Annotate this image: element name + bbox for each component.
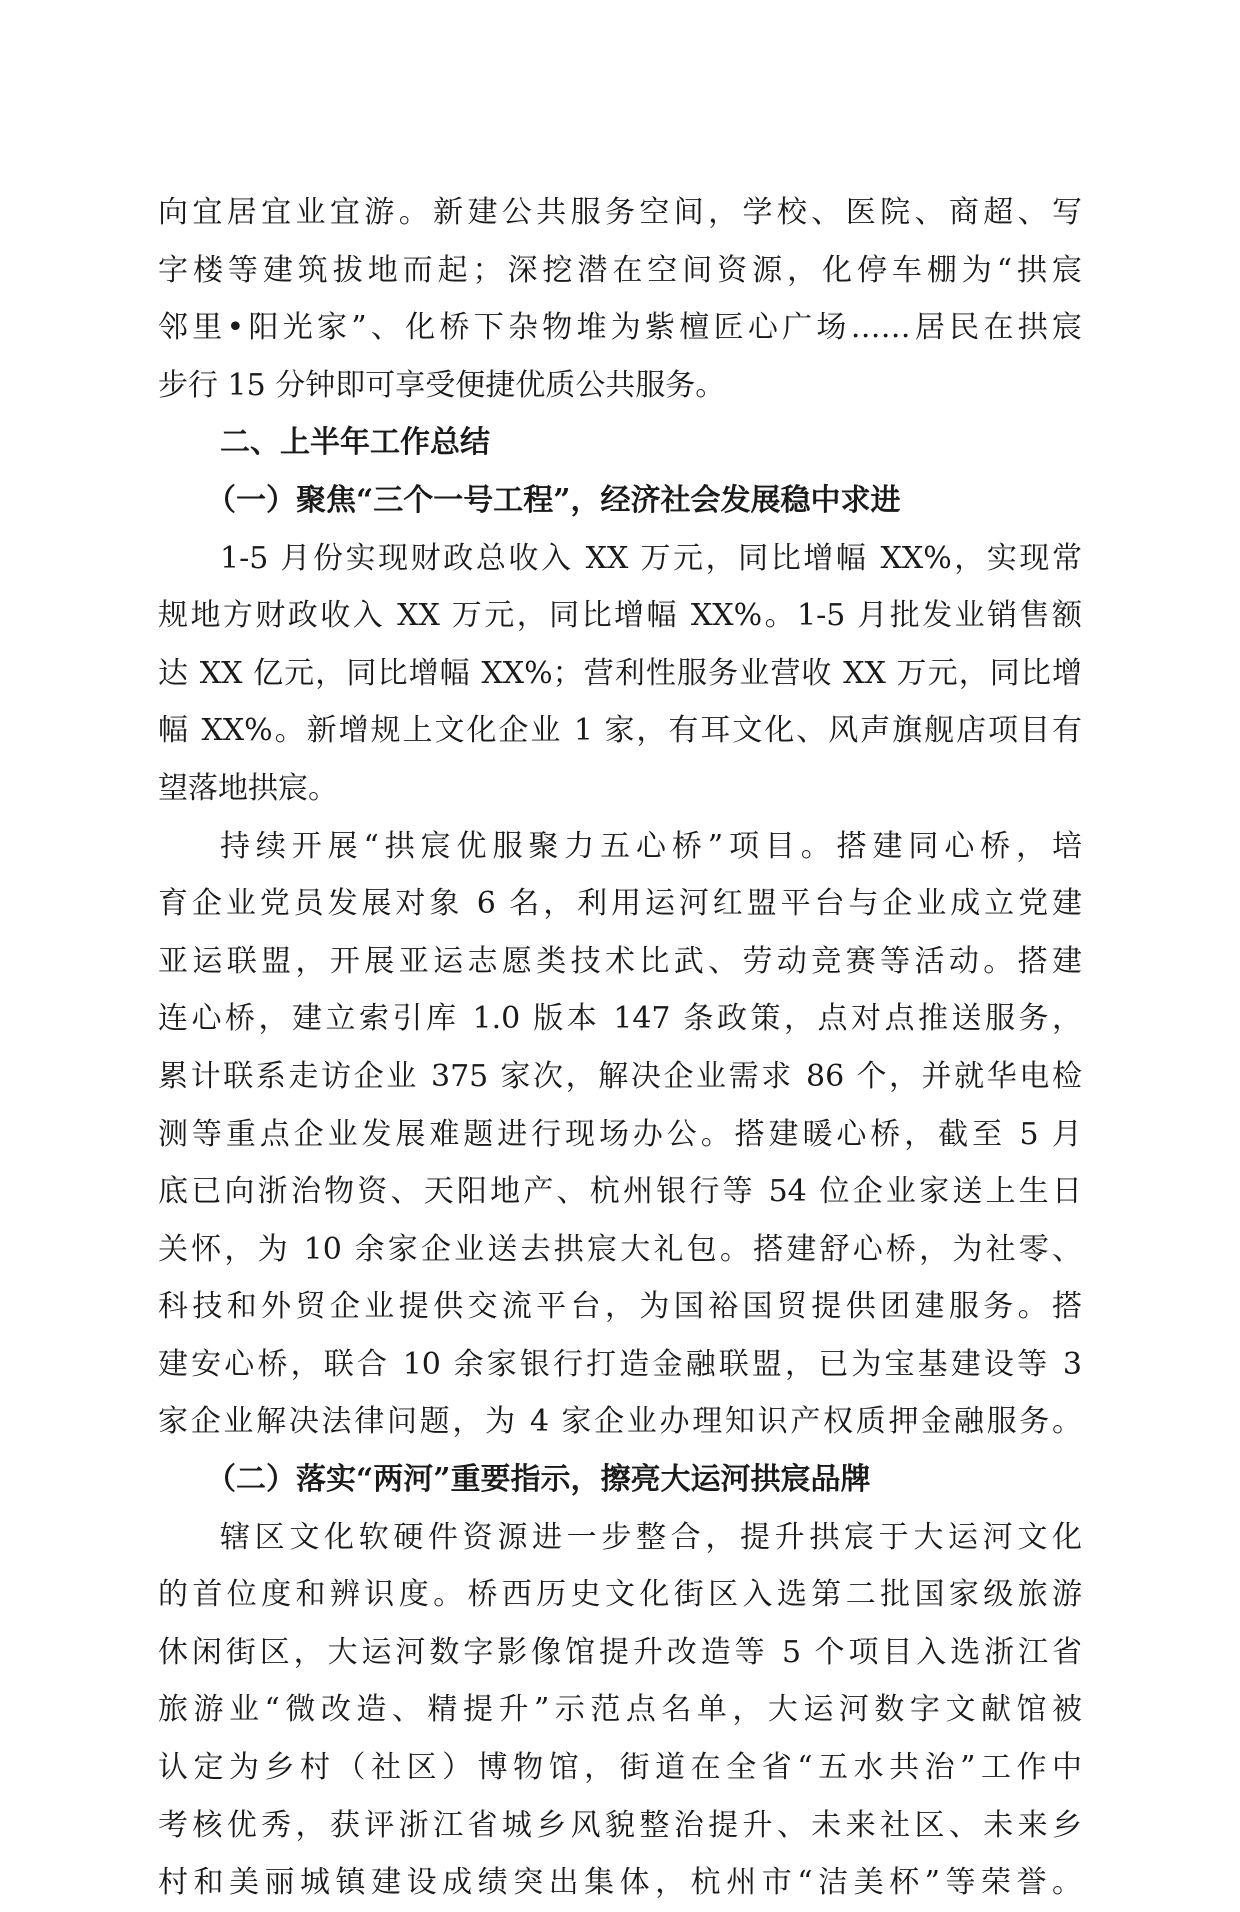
section-heading: 二、上半年工作总结 <box>220 425 490 461</box>
body-line: 字楼等建筑拔地而起；深挖潜在空间资源，化停车棚为“拱宸 <box>158 252 1082 288</box>
subsection-heading: （一）聚焦“三个一号工程”，经济社会发展稳中求进 <box>206 482 901 518</box>
body-line: 邻里•阳光家”、化桥下杂物堆为紫檀匠心广场……居民在拱宸 <box>158 310 1082 346</box>
body-line: 考核优秀，获评浙江省城乡风貌整治提升、未来社区、未来乡 <box>158 1807 1082 1843</box>
body-line: 辖区文化软硬件资源进一步整合，提升拱宸于大运河文化 <box>220 1519 1082 1555</box>
body-line: 亚运联盟，开展亚运志愿类技术比武、劳动竞赛等活动。搭建 <box>158 943 1082 979</box>
body-line: 达 XX 亿元，同比增幅 XX%；营利性服务业营收 XX 万元，同比增 <box>158 655 1082 691</box>
body-line: 幅 XX%。新增规上文化企业 1 家，有耳文化、风声旗舰店项目有 <box>158 713 1082 749</box>
body-line: 连心桥，建立索引库 1.0 版本 147 条政策，点对点推送服务， <box>158 1001 1082 1037</box>
body-line: 村和美丽城镇建设成绩突出集体，杭州市“洁美杯”等荣誉。 <box>158 1865 1082 1901</box>
body-line: 累计联系走访企业 375 家次，解决企业需求 86 个，并就华电检 <box>158 1058 1082 1094</box>
body-line: 向宜居宜业宜游。新建公共服务空间，学校、医院、商超、写 <box>158 195 1082 230</box>
body-line: 休闲街区，大运河数字影像馆提升改造等 5 个项目入选浙江省 <box>158 1634 1082 1670</box>
body-line: 底已向浙治物资、天阳地产、杭州银行等 54 位企业家送上生日 <box>158 1174 1082 1210</box>
body-line: 建安心桥，联合 10 余家银行打造金融联盟，已为宝基建设等 3 <box>158 1346 1082 1382</box>
body-line: 步行 15 分钟即可享受便捷优质公共服务。 <box>158 367 726 403</box>
body-line: 的首位度和辨识度。桥西历史文化街区入选第二批国家级旅游 <box>158 1577 1082 1613</box>
body-line: 关怀，为 10 余家企业送去拱宸大礼包。搭建舒心桥，为社零、 <box>158 1231 1082 1267</box>
document-page <box>158 184 1082 1912</box>
body-line: 育企业党员发展对象 6 名，利用运河红盟平台与企业成立党建 <box>158 886 1082 922</box>
body-line: 家企业解决法律问题，为 4 家企业办理知识产权质押金融服务。 <box>158 1404 1082 1440</box>
body-line: 测等重点企业发展难题进行现场办公。搭建暖心桥，截至 5 月 <box>158 1116 1082 1152</box>
body-line: 认定为乡村（社区）博物馆，街道在全省“五水共治”工作中 <box>158 1750 1082 1786</box>
body-line: 持续开展“拱宸优服聚力五心桥”项目。搭建同心桥，培 <box>220 828 1082 864</box>
body-line: 1-5 月份实现财政总收入 XX 万元，同比增幅 XX%，实现常 <box>220 540 1082 576</box>
body-line: 科技和外贸企业提供交流平台，为国裕国贸提供团建服务。搭 <box>158 1289 1082 1325</box>
body-line: 规地方财政收入 XX 万元，同比增幅 XX%。1-5 月批发业销售额 <box>158 598 1082 634</box>
body-line: 望落地拱宸。 <box>158 770 338 806</box>
body-line: 旅游业“微改造、精提升”示范点名单，大运河数字文献馆被 <box>158 1692 1082 1728</box>
subsection-heading: （二）落实“两河”重要指示，擦亮大运河拱宸品牌 <box>206 1462 871 1498</box>
